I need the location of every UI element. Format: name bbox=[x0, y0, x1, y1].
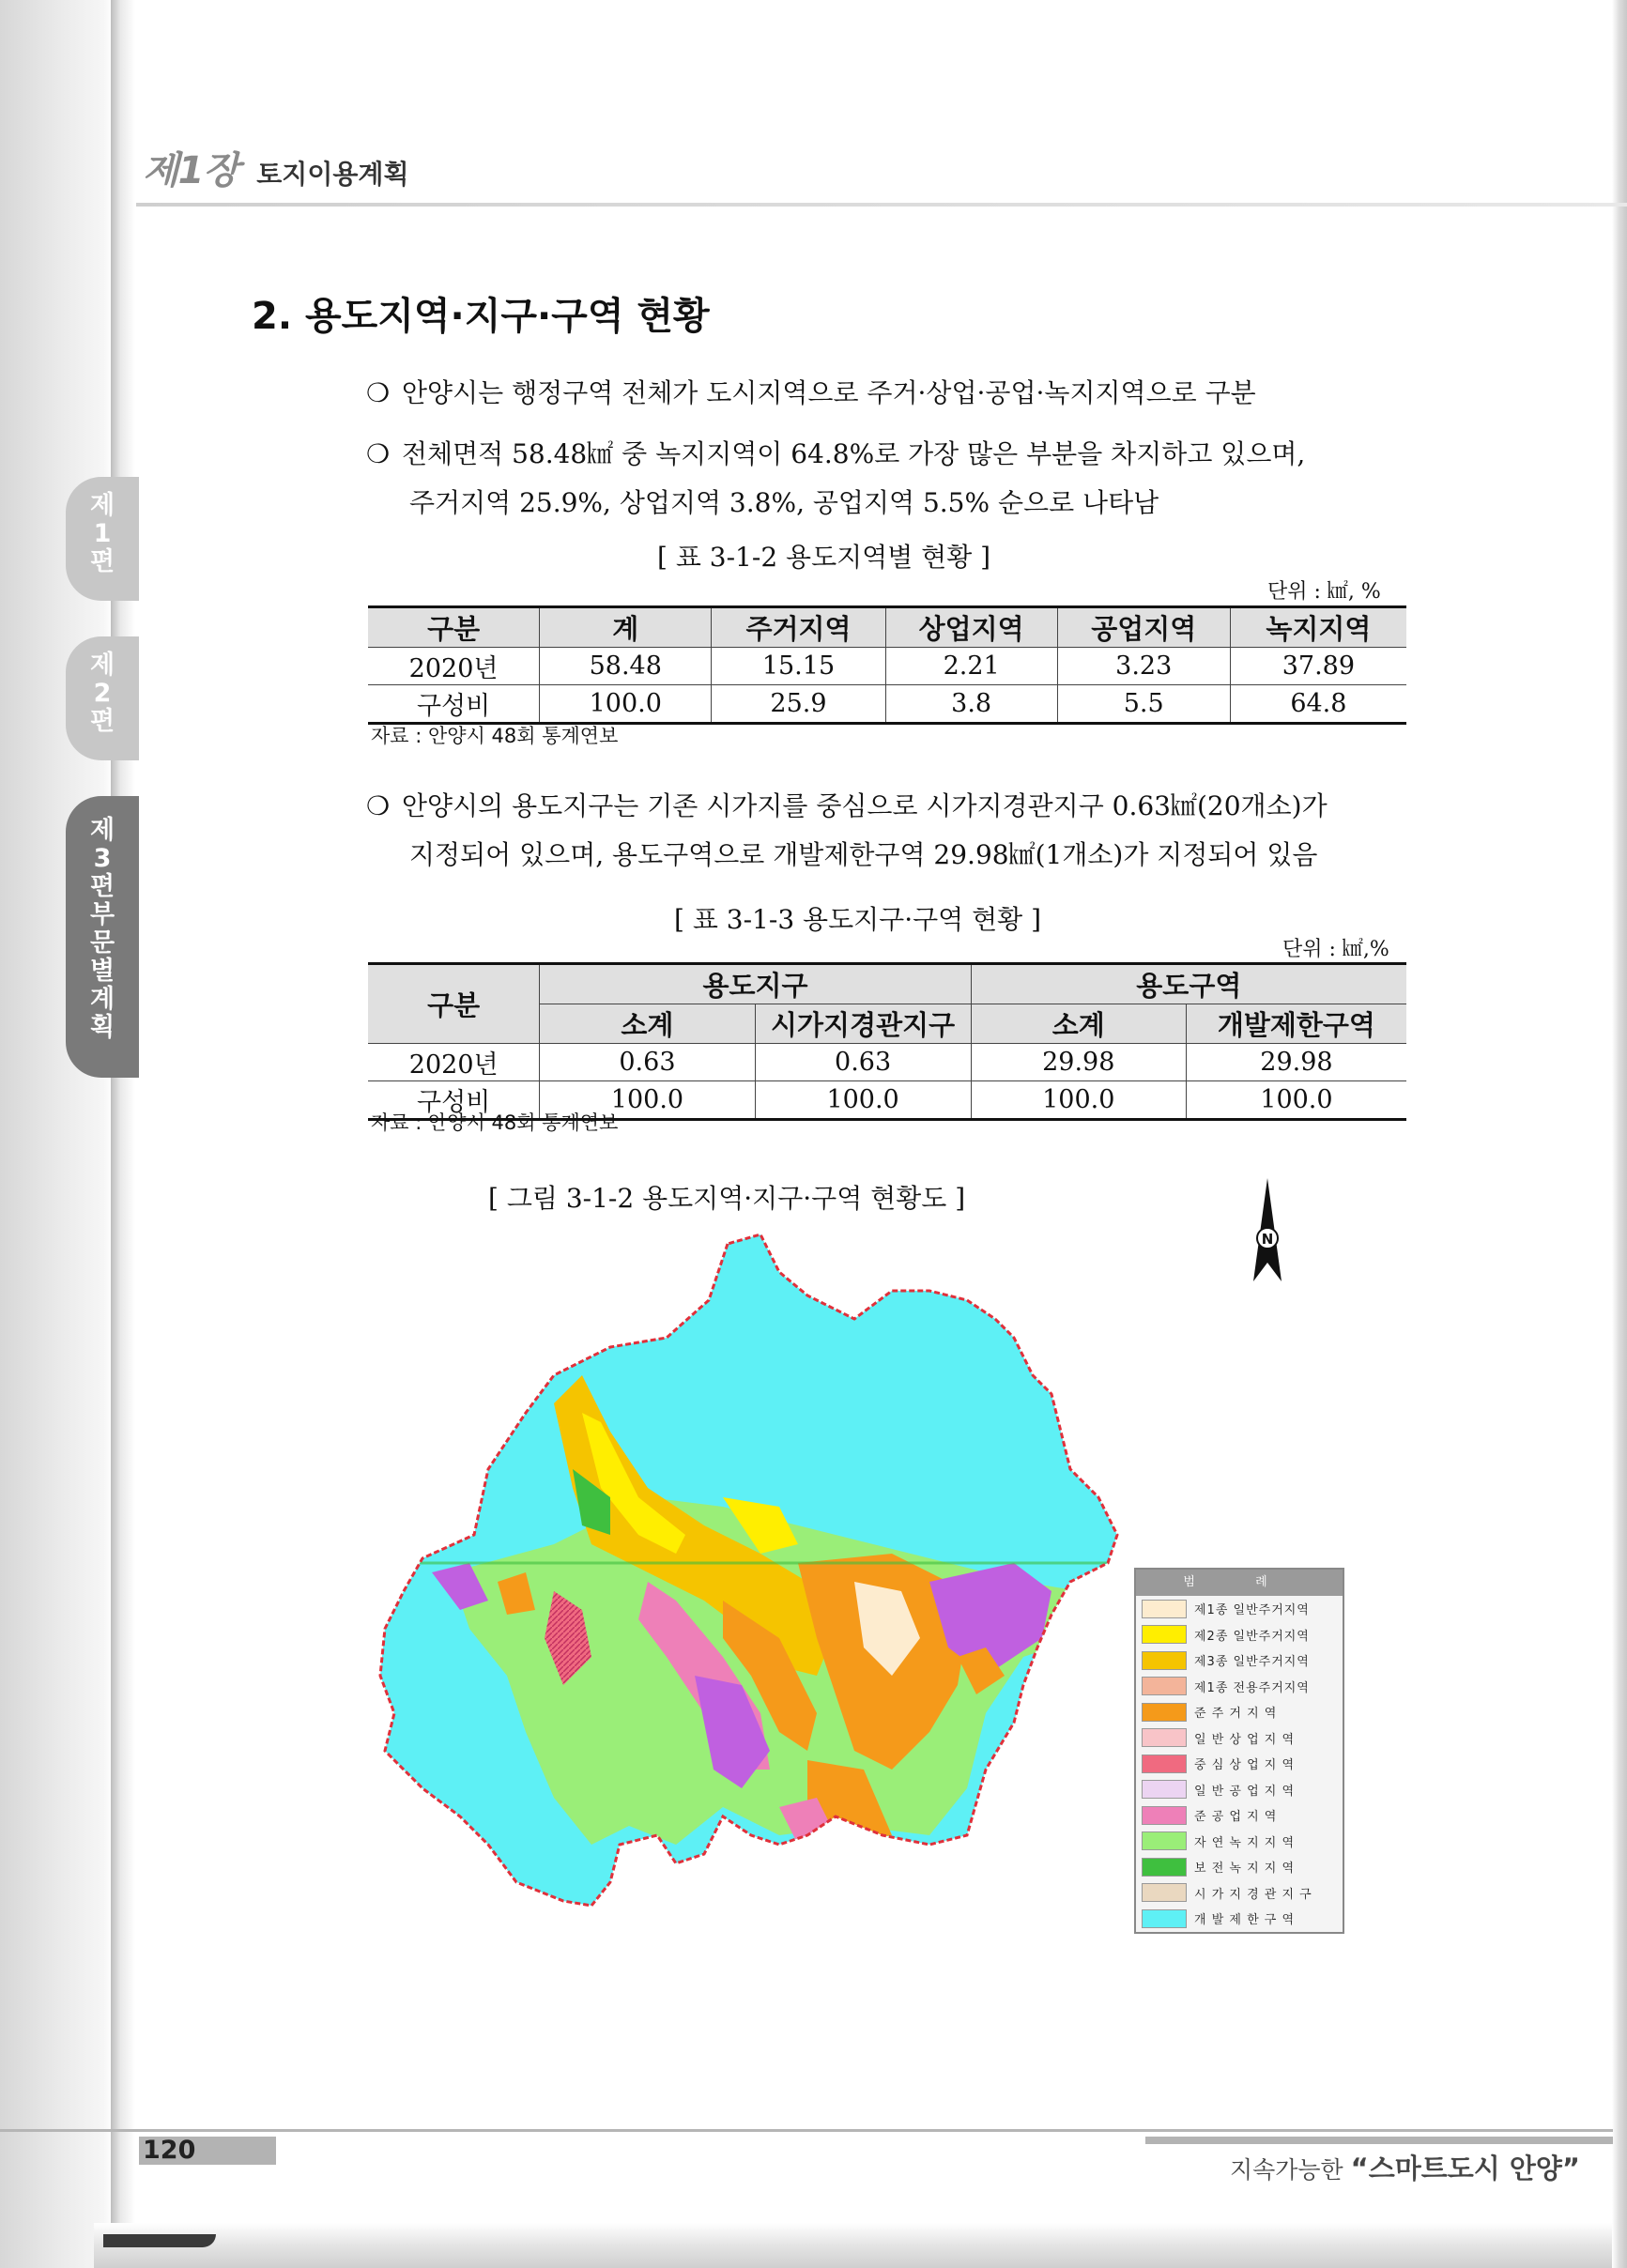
legend-swatch bbox=[1142, 1625, 1187, 1644]
legend-item bbox=[1136, 1674, 1343, 1700]
legend-swatch bbox=[1142, 1703, 1187, 1722]
legend-label: 제3종 일반주거지역 bbox=[1194, 1655, 1310, 1670]
legend-label: 준 공 업 지 역 bbox=[1194, 1810, 1278, 1825]
table2-caption: [ 표 3-1-3 용도지구·구역 현황 ] bbox=[674, 904, 1042, 935]
legend-swatch bbox=[1142, 1651, 1187, 1670]
page-edge bbox=[111, 0, 135, 2268]
bullet-paragraph-1: ❍ 안양시는 행정구역 전체가 도시지역으로 주거·상업·공업·녹지지역으로 구분 bbox=[366, 369, 1256, 418]
legend-label: 보 전 녹 지 지 역 bbox=[1194, 1862, 1296, 1877]
table-row: 2020년 0.63 0.63 29.98 29.98 bbox=[368, 1044, 1406, 1081]
footer-slogan: 지속가능한 “스마트도시 안양” bbox=[1229, 2153, 1580, 2184]
table1-source: 자료 : 안양시 48회 통계연보 bbox=[371, 725, 619, 747]
legend-label: 중 심 상 업 지 역 bbox=[1194, 1758, 1296, 1773]
north-arrow bbox=[1244, 1178, 1291, 1295]
legend-swatch bbox=[1142, 1858, 1187, 1877]
table-row: 2020년 58.48 15.15 2.21 3.23 37.89 bbox=[368, 648, 1406, 685]
legend-item bbox=[1136, 1647, 1343, 1674]
table-land-use-zones: 구분 계 주거지역 상업지역 공업지역 녹지지역 2020년 58.48 15.15 2.21 3.23 37.89 구성비 100.0 25.9 3.8 5.5 64.8 bbox=[368, 605, 1406, 725]
chapter-title: 토지이용계획 bbox=[256, 159, 409, 190]
header-rule bbox=[136, 203, 1627, 207]
table2-unit: 단위 : ㎢,% bbox=[1282, 938, 1389, 961]
table1-unit: 단위 : ㎢, % bbox=[1267, 580, 1381, 604]
bullet-icon: ❍ bbox=[366, 377, 391, 408]
legend-item bbox=[1136, 1802, 1343, 1829]
table1-caption: [ 표 3-1-2 용도지역별 현황 ] bbox=[657, 542, 991, 573]
legend-label: 시 가 지 경 관 지 구 bbox=[1194, 1887, 1312, 1902]
legend-item bbox=[1136, 1854, 1343, 1880]
legend-swatch bbox=[1142, 1600, 1187, 1618]
legend-swatch bbox=[1142, 1883, 1187, 1902]
figure-caption: [ 그림 3-1-2 용도지역·지구·구역 현황도 ] bbox=[488, 1183, 966, 1214]
legend-item bbox=[1136, 1622, 1343, 1648]
footer-bar bbox=[1145, 2137, 1613, 2144]
legend-label: 제1종 일반주거지역 bbox=[1194, 1603, 1310, 1618]
section-title: 2. 용도지역·지구·구역 현황 bbox=[252, 295, 710, 338]
bullet-paragraph-3: ❍ 안양시의 용도지구는 기존 시가지를 중심으로 시가지경관지구 0.63㎢(20개소)가 지정되어 있으며, 용도구역으로 개발제한구역 29.98㎢(1개소)가 지정되어 있음 bbox=[366, 782, 1410, 880]
running-header bbox=[143, 141, 409, 194]
legend-swatch bbox=[1142, 1806, 1187, 1825]
north-arrow-icon bbox=[1244, 1178, 1291, 1291]
legend-item bbox=[1136, 1880, 1343, 1907]
side-tab-part-2[interactable]: 제 2 편 bbox=[66, 636, 139, 760]
side-tab-part-1[interactable]: 제 1 편 bbox=[66, 477, 139, 601]
bullet-icon: ❍ bbox=[366, 790, 391, 821]
table2-source: 자료 : 안양시 48회 통계연보 bbox=[371, 1111, 619, 1134]
legend-item bbox=[1136, 1829, 1343, 1855]
table-use-districts: 구분 용도지구 용도구역 소계 시가지경관지구 소계 개발제한구역 2020년 0.63 0.63 29.98 29.98 구성비 100.0 100.0 100.0 100.0 bbox=[368, 962, 1406, 1121]
legend-label: 자 연 녹 지 지 역 bbox=[1194, 1835, 1296, 1850]
bottom-shadow bbox=[94, 2223, 1612, 2268]
legend-label: 일 반 공 업 지 역 bbox=[1194, 1784, 1296, 1799]
zoning-map bbox=[366, 1188, 1136, 1920]
legend-item bbox=[1136, 1751, 1343, 1777]
page-number: 120 bbox=[139, 2137, 276, 2165]
legend-swatch bbox=[1142, 1728, 1187, 1747]
legend-item bbox=[1136, 1725, 1343, 1752]
legend-swatch bbox=[1142, 1755, 1187, 1773]
footer-rule bbox=[0, 2129, 1613, 2132]
table-row: 구성비 100.0 100.0 100.0 100.0 bbox=[368, 1081, 1406, 1120]
table-row: 구성비 100.0 25.9 3.8 5.5 64.8 bbox=[368, 685, 1406, 724]
legend-title: 범 례 bbox=[1136, 1570, 1343, 1596]
legend-swatch bbox=[1142, 1677, 1187, 1695]
legend-label: 일 반 상 업 지 역 bbox=[1194, 1732, 1296, 1747]
legend-label: 제1종 전용주거지역 bbox=[1194, 1680, 1310, 1695]
page-shadow-right bbox=[1612, 0, 1627, 2268]
legend-swatch bbox=[1142, 1780, 1187, 1799]
svg-text:N: N bbox=[1261, 1231, 1274, 1248]
side-tab-part-3[interactable]: 제 3 편 부 문 별 계 획 bbox=[66, 796, 139, 1078]
legend-label: 개 발 제 한 구 역 bbox=[1194, 1913, 1296, 1928]
bullet-paragraph-2: ❍ 전체면적 58.48㎢ 중 녹지지역이 64.8%로 가장 많은 부분을 차지하고 있으며, 주거지역 25.9%, 상업지역 3.8%, 공업지역 5.5% 순으로 나타남 bbox=[366, 430, 1410, 528]
legend-item bbox=[1136, 1906, 1343, 1932]
chapter-number: 제1장 bbox=[143, 149, 239, 192]
legend-label: 준 주 거 지 역 bbox=[1194, 1707, 1278, 1722]
legend-item bbox=[1136, 1777, 1343, 1803]
legend-label: 제2종 일반주거지역 bbox=[1194, 1629, 1310, 1644]
bullet-icon: ❍ bbox=[366, 438, 391, 469]
bottom-binding bbox=[103, 2234, 216, 2247]
legend-item bbox=[1136, 1596, 1343, 1622]
page-shadow-left bbox=[0, 0, 113, 2268]
legend-item bbox=[1136, 1699, 1343, 1725]
map-legend bbox=[1134, 1568, 1344, 1934]
legend-swatch bbox=[1142, 1909, 1187, 1928]
legend-swatch bbox=[1142, 1831, 1187, 1850]
